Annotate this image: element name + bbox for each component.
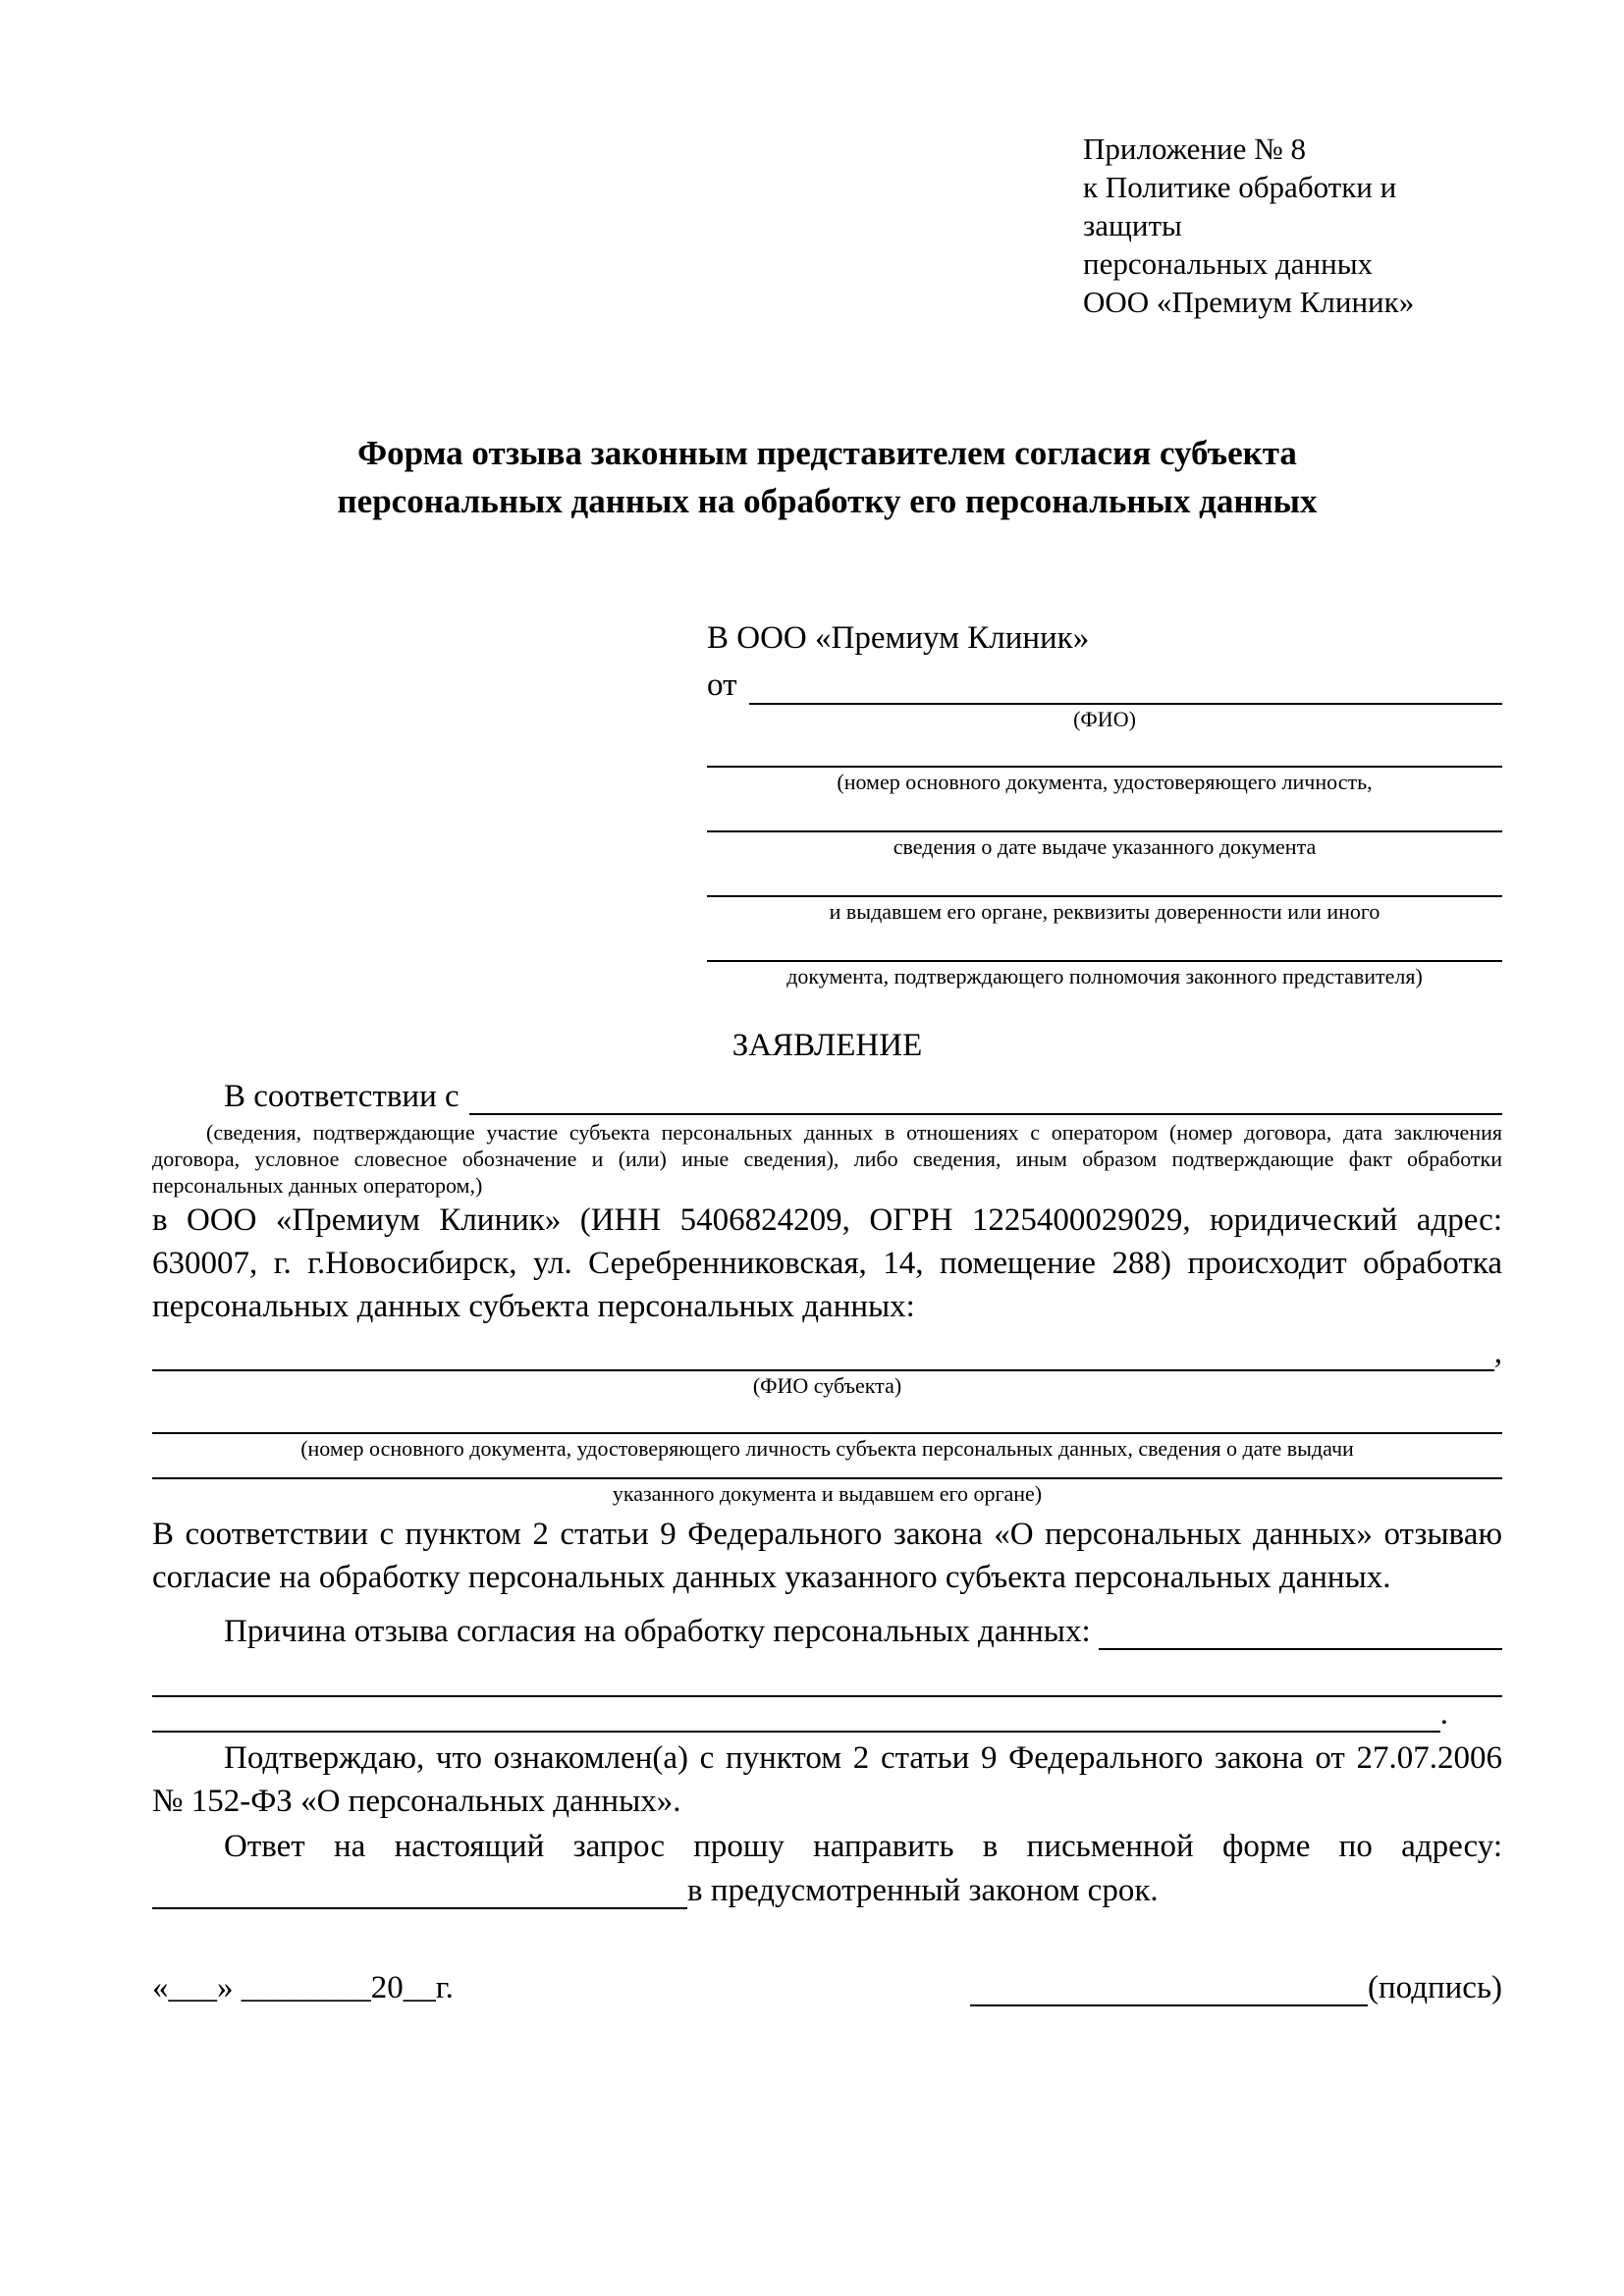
reason-blank-line-1 [152,1650,1502,1697]
representative-doc-caption-3: и выдавшем его органе, реквизиты доверенности или иного [829,899,1380,924]
representative-doc-blank-line-4 [707,925,1502,962]
representative-doc-blank-line-3 [707,860,1502,897]
appendix-line: Приложение № 8 [1083,132,1306,166]
reason-line-2-row [152,1697,1448,1733]
reply-address-blank-line [152,1907,687,1909]
appendix-line: персональных данных [1083,246,1374,281]
basis-fine-print: (сведения, подтверждающие участие субъекта персональных данных в отношениях с оператором (номер договора, дата заключения договора, условное словесное обозначение и (или) иные сведения), либо сведения, иным образом подтверждающие факт обработки персональных данных оператором,) [152,1120,1502,1198]
confirmation-paragraph: Подтверждаю, что ознакомлен(а) с пунктом 2 статьи 9 Федерального закона от 27.07.2006 № 152-ФЗ «О персональных данных». [152,1740,1502,1819]
subject-doc-blank-line-1 [152,1399,1502,1434]
appendix-block [1083,130,1502,321]
subject-fio-caption: (ФИО субъекта) [752,1373,902,1398]
signature-caption: (подпись) [1368,1970,1502,2005]
representative-doc-caption-2: сведения о дате выдаче указанного документа [893,834,1317,859]
subject-doc-caption-2: указанного документа и выдавшем его органе) [612,1481,1043,1506]
subject-doc-blank-line-2 [152,1462,1502,1479]
subject-doc-caption-1: (номер основного документа, удостоверяющего личность субъекта персональных данных, сведения о дате выдачи [300,1436,1354,1461]
reason-period: . [1439,1696,1448,1732]
document-title: Форма отзыва законным представителем согласия субъекта персональных данных на обработку его персональных данных [337,434,1318,520]
reply-address-prefix: Ответ на настоящий запрос прошу направить в письменной форме по адресу: [224,1829,1502,1864]
reason-row [152,1607,1502,1650]
basis-blank-line [469,1113,1502,1115]
withdrawal-paragraph: В соответствии с пунктом 2 статьи 9 Федерального закона «О персональных данных» отзываю согласие на обработку персональных данных указанного субъекта персональных данных. [152,1517,1502,1595]
reason-blank-line-inline [1099,1648,1502,1650]
subject-fio-blank-line [152,1369,1494,1371]
reason-blank-line-2 [152,1731,1440,1733]
representative-fio-caption: (ФИО) [1073,707,1136,731]
representative-doc-blank-line-1 [707,732,1502,768]
date-blank-field: «___» ________20__г. [152,1970,454,2005]
representative-doc-caption-1: (номер основного документа, удостоверяющего личность, [837,770,1373,794]
recipient-to: В ООО «Премиум Клиник» [707,620,1090,656]
appendix-line: ООО «Премиум Клиник» [1083,285,1415,319]
from-label: от [707,667,737,703]
subject-fio-comma: , [1493,1335,1502,1370]
signature-blank-line [970,1965,1368,2006]
basis-prefix: В соответствии с [224,1079,460,1114]
footer-row [152,1965,1502,2006]
representative-doc-caption-4: документа, подтверждающего полномочия законного представителя) [786,964,1423,988]
subject-fio-row [152,1334,1502,1371]
from-row [707,662,1502,705]
operator-paragraph: в ООО «Премиум Клиник» (ИНН 5406824209, ОГРН 1225400029029, юридический адрес: 630007, г. г.Новосибирск, ул. Серебренниковская, 14, помещение 288) происходит обработка персональных данных субъекта персональных данных: [152,1202,1502,1324]
signature-group [970,1965,1502,2006]
statement-heading: ЗАЯВЛЕНИЕ [731,1028,923,1063]
reply-suffix: в предусмотренный законом срок. [687,1873,1159,1908]
appendix-line: к Политике обработки и защиты [1083,170,1397,242]
recipient-block [707,618,1502,989]
reason-prefix: Причина отзыва согласия на обработку персональных данных: [224,1614,1091,1649]
basis-row [152,1074,1502,1115]
reply-address-row [152,1868,1502,1909]
representative-fio-blank-line [749,703,1503,705]
representative-doc-blank-line-2 [707,795,1502,832]
